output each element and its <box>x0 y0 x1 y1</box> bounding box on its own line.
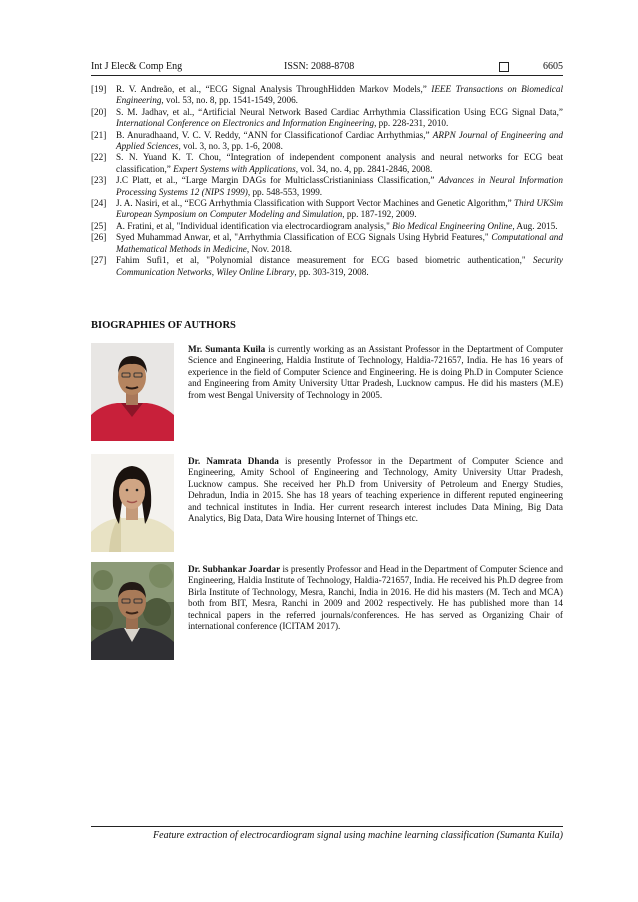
reference-text: B. Anuradhaand, V. C. V. Reddy, “ANN for Classificationof Cardiac Arrhythmias,” <box>116 129 433 140</box>
header-rule <box>91 75 563 76</box>
reference-venue: Bio Medical Engineering Online <box>392 220 513 231</box>
reference-item <box>91 107 563 130</box>
reference-number: [25] <box>91 220 107 231</box>
reference-details: , Nov. 2018. <box>246 243 292 254</box>
reference-item <box>91 130 563 153</box>
reference-text: A. Fratini, et al, "Individual identification via electrocardiogram analysis," <box>116 220 393 231</box>
author-description: is presently Professor in the Department of Computer Science and Engineering, Amity School of Engineering and Technology, Amity University Uttar Pradesh, Lucknow campus. She received her Ph.D from University of Petroleum and Energy Studies, Dehradun, India in 2015. She has 18 years of teaching experience in different reputed engineering and technical institutes in India. Her current research interest includes Data Mining, Big Data Analytics, Big Data, Data Wire housing Internet of Things etc. <box>188 456 563 524</box>
reference-details: , pp. 187-192, 2009. <box>342 209 417 220</box>
reference-text: Fahim Sufi1, et al, "Polynomial distance measurement for ECG based biometric authentication," <box>116 255 533 266</box>
footer-rule <box>91 826 563 827</box>
reference-item <box>91 198 563 221</box>
reference-details: , vol. 34, no. 4, pp. 2841-2846, 2008. <box>295 163 433 174</box>
author-description: is presently Professor and Head in the Department of Computer Science and Engineering, Haldia Institute of Technology, Haldia-721657, India. He received his Ph.D degree from Birla Institute of Technology, Mesra, Ranchi, India in 2016. He did his masters (M. Tech and MCA) both from BIT, Mesra, Ranchi in 2009 and 2002 respectively. He has published more than 14 technical papers in the referred journals/conferences. He has served as Organizing Chair of international conference (ICITAM 2017). <box>188 564 563 632</box>
author-name: Dr. Namrata Dhanda <box>188 456 279 466</box>
reference-details: , pp. 548-553, 1999. <box>247 186 323 197</box>
reference-venue: Third UKSim European Symposium on Computer Modeling and Simulation <box>116 198 563 220</box>
author-bio <box>188 344 563 401</box>
running-header <box>91 61 563 75</box>
author-photo <box>91 343 174 441</box>
reference-number: [21] <box>91 129 107 140</box>
square-icon <box>499 62 509 72</box>
reference-details: , pp. 228-231, 2010. <box>374 118 449 129</box>
author-photo <box>91 454 174 552</box>
reference-venue: Computational and Mathematical Methods in Medicine <box>116 232 563 254</box>
issn: ISSN: 2088-8708 <box>284 61 355 72</box>
author-name: Mr. Sumanta Kuila <box>188 344 266 354</box>
reference-text: J.C Platt, et al., “Large Margin DAGs for MulticlassCristianiniass Classification,” <box>116 175 439 186</box>
reference-number: [22] <box>91 152 107 163</box>
author-description: is currently working as an Assistant Professor in the Deptartment of Computer Science and Engineering, Haldia Institute of Technology, Haldia-721657, India. He has 16 years of experience in the field of Computer Science and Engineering. He is doing Ph.D in Computer Science and Engineering from Amity University Uttar Pradesh, Lucknow campus. He did his masters (M.E) from west Bengal University of Technology in 2005. <box>188 344 563 400</box>
reference-venue: ARPN Journal of Engineering and Applied Sciences <box>116 129 563 152</box>
reference-publisher: Wiley Online Library <box>216 266 295 277</box>
reference-number: [20] <box>91 106 107 117</box>
reference-item <box>91 221 563 232</box>
reference-text: S. M. Jadhav, et al., “Artificial Neural Network Based Cardiac Arrhythmia Classification Using ECG Signal Data,” <box>116 106 563 117</box>
journal-name: Int J Elec& Comp Eng <box>91 61 183 72</box>
reference-text: J. A. Nasiri, et al., “ECG Arrhythmia Classification with Support Vector Machines and Genetic Algorithm,” <box>116 198 515 209</box>
reference-item <box>91 255 563 278</box>
reference-number: [24] <box>91 198 107 209</box>
author-photo <box>91 562 174 660</box>
reference-text: Syed Muhammad Anwar, et al, "Arrhythmia Classification of ECG Signals Using Hybrid Features," <box>116 232 492 243</box>
reference-number: [26] <box>91 232 107 243</box>
author-name: Dr. Subhankar Joardar <box>188 564 281 574</box>
running-footer: Feature extraction of electrocardiogram signal using machine learning classification (Sumanta Kuila) <box>153 830 563 841</box>
reference-details: , <box>211 266 217 277</box>
reference-details: , Aug. 2015. <box>512 220 558 231</box>
author-bio <box>188 456 563 524</box>
reference-text: R. V. Andreão, et al., “ECG Signal Analysis ThroughHidden Markov Models,” <box>116 84 432 94</box>
biographies-heading: BIOGRAPHIES OF AUTHORS <box>91 320 236 331</box>
reference-venue: International Conference on Electronics and Information Engineering <box>116 118 375 129</box>
reference-item <box>91 175 563 198</box>
reference-pages: , pp. 303-319, 2008. <box>294 266 369 277</box>
author-bio <box>188 564 563 632</box>
reference-text: S. N. Yuand K. T. Chou, “Integration of independent component analysis and neural networks for ECG beat classification,” <box>116 152 563 174</box>
reference-details: , vol. 3, no. 3, pp. 1-6, 2008. <box>178 141 283 152</box>
reference-venue: IEEE Transactions on Biomedical Engineering <box>116 84 563 106</box>
reference-number: [23] <box>91 175 107 186</box>
reference-item <box>91 232 563 255</box>
reference-details: , vol. 53, no. 8, pp. 1541-1549, 2006. <box>161 95 298 106</box>
reference-venue: Security Communication Networks <box>116 255 563 277</box>
reference-venue: Advances in Neural Information Processing Systems 12 (NIPS 1999) <box>116 175 563 197</box>
reference-item <box>91 152 563 175</box>
reference-number: [27] <box>91 255 107 266</box>
reference-venue: Expert Systems with Applications <box>173 163 296 174</box>
reference-list <box>91 84 563 278</box>
reference-number: [19] <box>91 84 107 94</box>
page-number: 6605 <box>543 61 563 72</box>
reference-item <box>91 84 563 107</box>
